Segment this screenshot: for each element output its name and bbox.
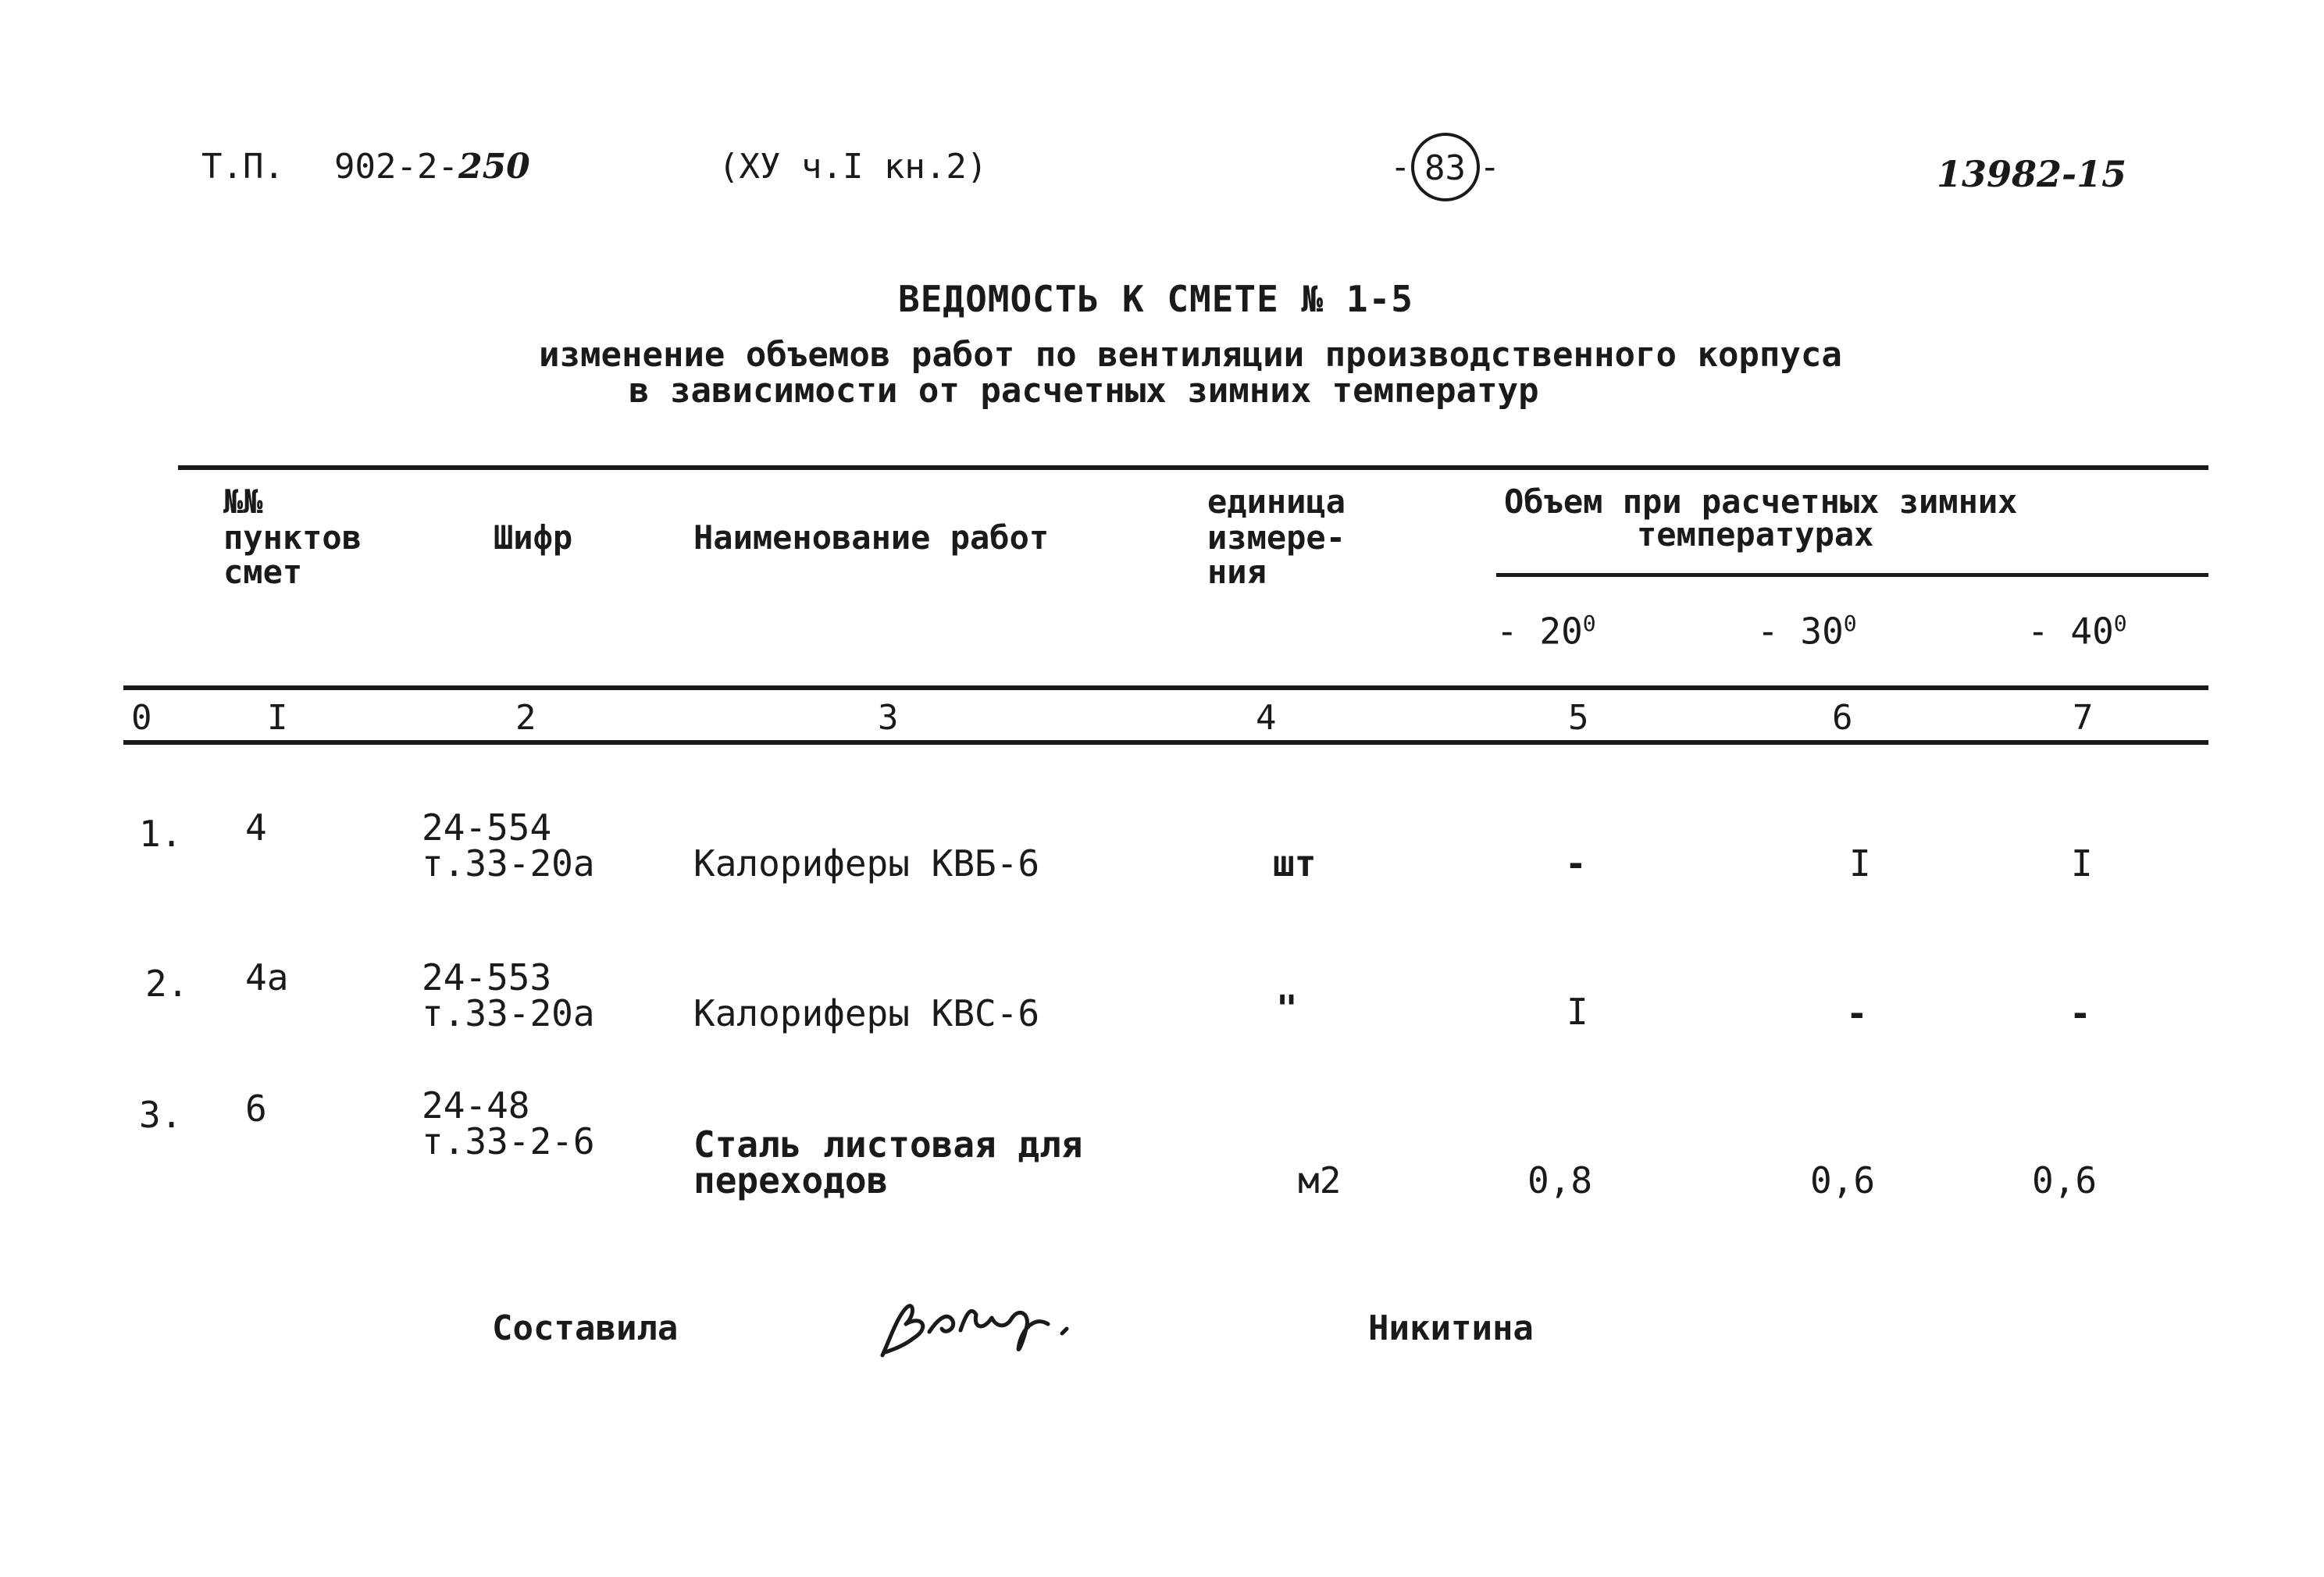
subtitle-line1: изменение объемов работ по вентиляции производственного корпуса (539, 335, 1842, 375)
header-temp-40: - $40^0$ (2027, 610, 2127, 653)
compiled-label: Составила (492, 1308, 679, 1348)
row1-code-l2: т.33-20а (422, 842, 595, 885)
subtitle-line2: в зависимости от расчетных зимних температур (629, 371, 1539, 411)
row3-name-l2: переходов (693, 1159, 889, 1201)
row2-vol-30: - (1846, 992, 1868, 1034)
row3-code-l1: 24-48 (422, 1084, 530, 1127)
tp-label: Т.П. (201, 147, 284, 187)
row3-vol-40: 0,6 (2032, 1159, 2098, 1201)
column-number-0: 0 (131, 698, 152, 738)
row1-point: 4 (245, 806, 267, 849)
row3-vol-20: 0,8 (1527, 1159, 1593, 1201)
column-numbers-top-rule (123, 685, 2208, 690)
column-number-1: I (267, 698, 288, 738)
row2-code-l1: 24-553 (422, 956, 552, 999)
row1-number: 1. (139, 813, 183, 855)
page-title: ВЕДОМОСТЬ К СМЕТЕ № 1-5 (898, 278, 1413, 320)
header-volume-l1: Объем при расчетных зимних (1504, 482, 2018, 521)
row3-unit: м2 (1298, 1159, 1342, 1201)
degree-mark: 0 (2113, 611, 2127, 636)
row2-vol-20: I (1567, 991, 1588, 1033)
degree-mark: 0 (1843, 611, 1857, 636)
column-number-2: 2 (515, 698, 536, 738)
row1-vol-30: I (1849, 842, 1871, 885)
column-number-6: 6 (1832, 698, 1853, 738)
compiler-name: Никитина (1368, 1308, 1534, 1348)
header-unit-l2: измере- (1207, 518, 1346, 557)
header-temp-20: - $20^0$ (1496, 610, 1596, 653)
row2-vol-40: - (2069, 992, 2091, 1034)
tp-number-handwritten: 250 (458, 147, 530, 187)
page-number: - 83 - (1390, 133, 1500, 201)
doc-code: 13982-15 (1937, 153, 2127, 195)
row3-name-l1: Сталь листовая для (693, 1123, 1083, 1166)
header-volume-l2: температурах (1637, 515, 1874, 554)
header-points-l3: смет (223, 553, 303, 591)
header-points-l2: пунктов (223, 518, 362, 557)
column-numbers-bottom-rule (123, 740, 2208, 745)
tp-number-printed: 902-2- (334, 147, 458, 187)
page-number-circle: 83 (1411, 133, 1480, 201)
column-number-4: 4 (1256, 698, 1277, 738)
row3-vol-30: 0,6 (1810, 1159, 1876, 1201)
row3-code-l2: т.33-2-6 (422, 1120, 595, 1162)
row2-point: 4а (245, 956, 289, 999)
column-number-3: 3 (878, 698, 899, 738)
row1-code-l1: 24-554 (422, 806, 552, 849)
row1-vol-20: - (1565, 842, 1587, 885)
row1-name: Калориферы КВБ-6 (693, 842, 1040, 885)
header-code: Шифр (494, 518, 573, 557)
row2-unit: " (1276, 988, 1298, 1030)
header-unit-l1: единица (1207, 482, 1346, 521)
volume-label: (ХУ ч.I кн.2) (718, 147, 988, 187)
header-name: Наименование работ (693, 518, 1050, 557)
row1-unit: шт (1273, 842, 1317, 885)
column-number-5: 5 (1568, 698, 1589, 738)
row2-code-l2: т.33-20а (422, 992, 595, 1034)
header-unit-l3: ния (1207, 553, 1267, 591)
row3-point: 6 (245, 1088, 267, 1130)
column-number-7: 7 (2073, 698, 2094, 738)
signature (867, 1283, 1117, 1369)
tp-number (334, 147, 530, 187)
row1-vol-40: I (2071, 842, 2093, 885)
header-points-l1: №№ (223, 482, 263, 521)
header-temp-30: - $30^0$ (1757, 610, 1857, 653)
row3-number: 3. (139, 1094, 183, 1136)
table-top-rule (178, 465, 2208, 470)
degree-mark: 0 (1582, 611, 1596, 636)
row2-name: Калориферы КВС-6 (693, 992, 1040, 1034)
header-volume-rule (1496, 573, 2208, 577)
row2-number: 2. (145, 963, 189, 1005)
